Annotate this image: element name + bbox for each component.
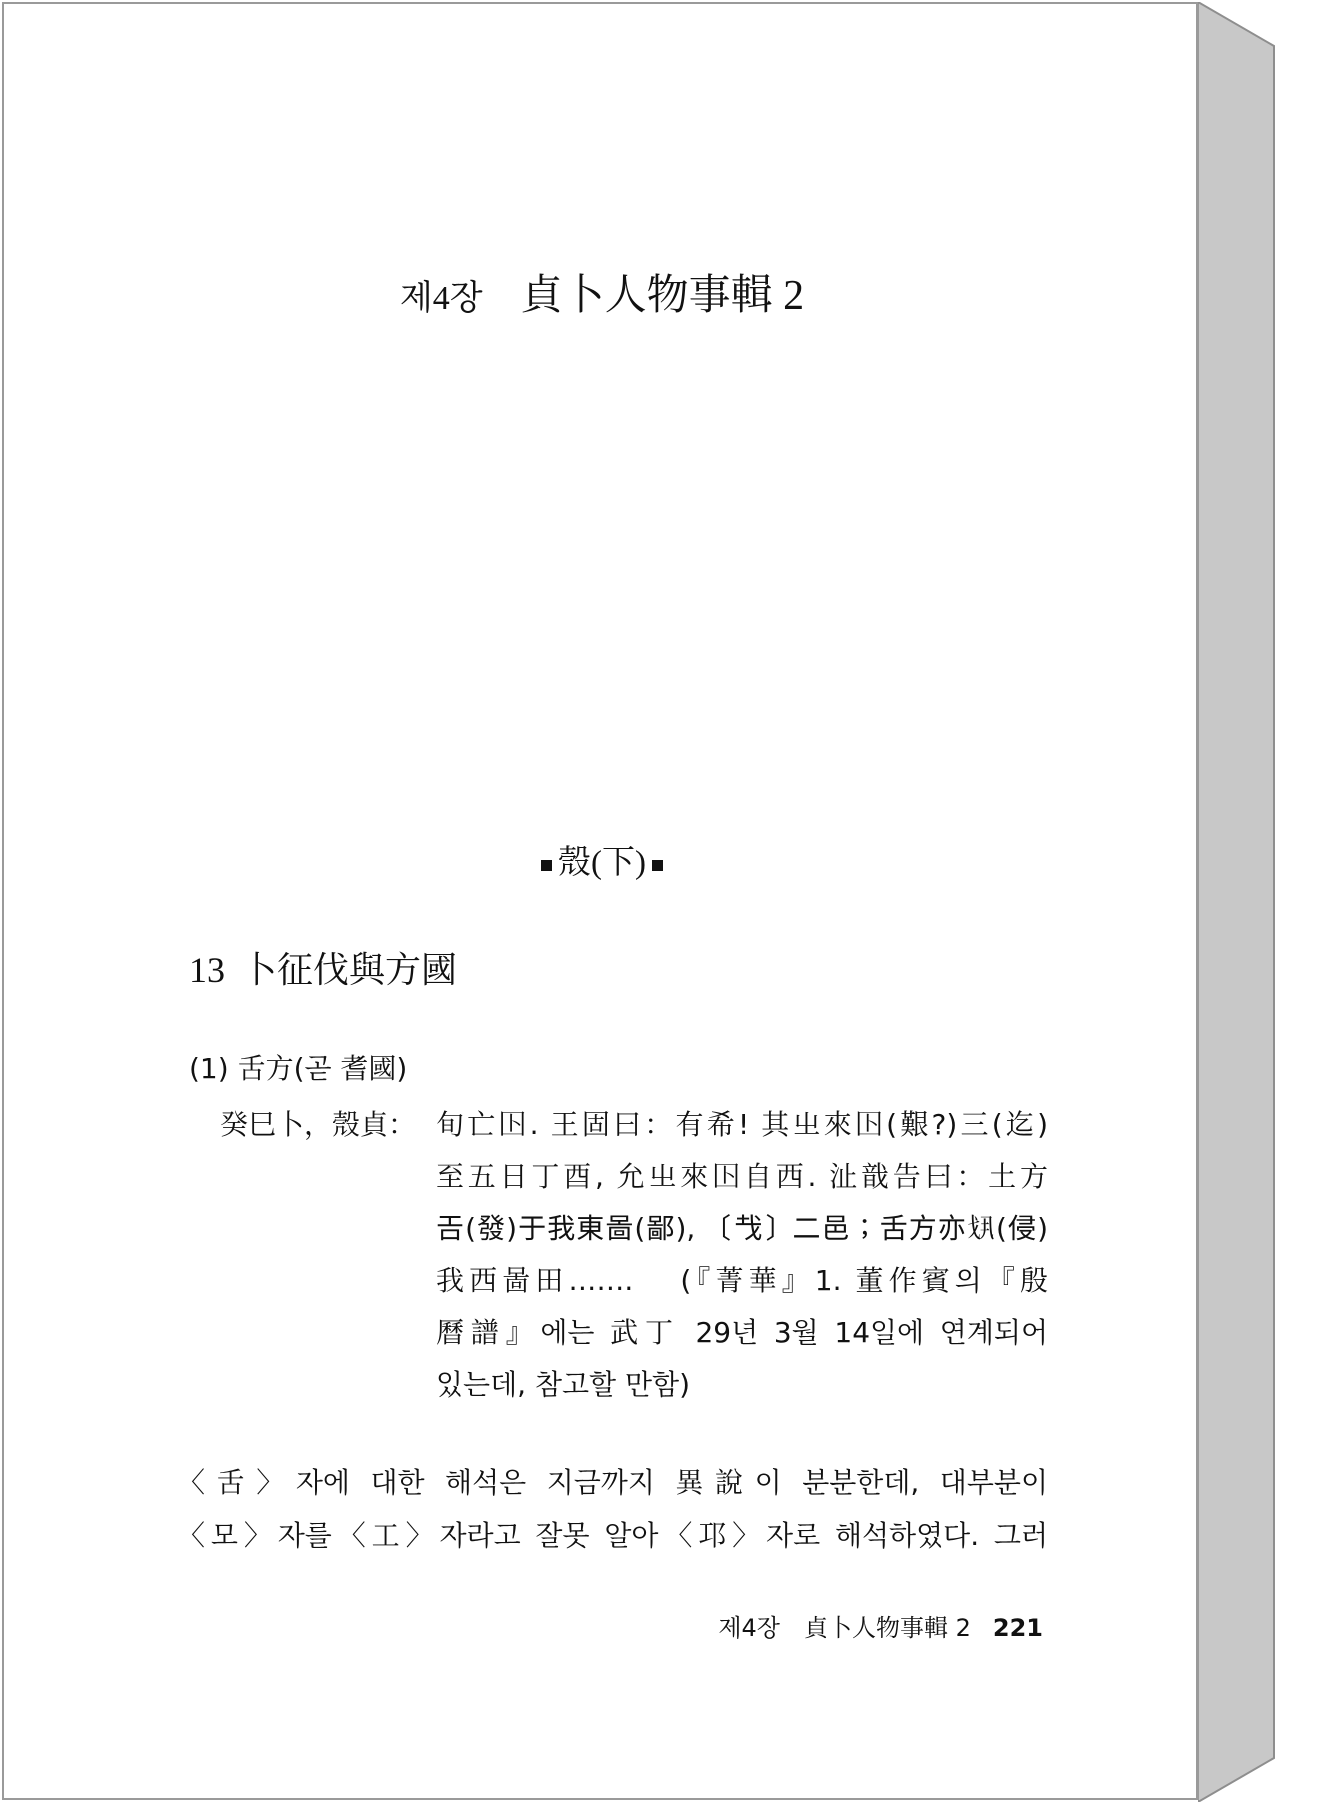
- item-heading: (1) 舌方(곧 耆國): [189, 1052, 408, 1085]
- section-title-text: 殼(下): [558, 845, 646, 881]
- page-number: 221: [992, 1614, 1043, 1642]
- inscription-line: 旬亡𡆥. 王固曰：有希! 其㞢來𡆥(艱?)三(迄): [436, 1108, 1048, 1141]
- chapter-title: 貞卜人物事輯 2: [520, 273, 805, 319]
- paragraph-line: 〈모〉자를〈工〉자라고 잘못 알아〈邛〉자로 해석하였다. 그러: [177, 1519, 1048, 1552]
- book-page: [2, 2, 1198, 1800]
- inscription-lead: 癸巳卜，殼貞：: [220, 1108, 417, 1141]
- subheading-number: 13: [189, 950, 225, 990]
- section-title: [4, 836, 1200, 883]
- inscription-line: 曆譜』에는 武丁 29년 3월 14일에 연계되어: [436, 1316, 1048, 1349]
- inscription-line: 我西啚田……. (『菁華』1. 董作賓의『殷: [436, 1264, 1048, 1297]
- inscription-line: 至五日丁酉, 允㞢來𡆥自西. 沚戠告曰：土方: [436, 1160, 1048, 1193]
- body-paragraph: [177, 1456, 1048, 1562]
- inscription-line: 있는데, 참고할 만함): [436, 1368, 691, 1401]
- square-bullet-icon: [541, 860, 552, 871]
- subheading: [189, 942, 457, 993]
- book-page-edge: [1198, 2, 1278, 1802]
- running-title: 제4장 貞卜人物事輯 2: [718, 1614, 971, 1642]
- chapter-number: 제4장: [399, 280, 483, 317]
- square-bullet-icon: [652, 860, 663, 871]
- inscription-body: [436, 1099, 1048, 1411]
- inscription-line: 𢀛(發)于我東啚(鄙), 〔𢦏〕二邑；舌方亦𢦚(侵): [436, 1212, 1048, 1245]
- subheading-title: 卜征伐與方國: [241, 950, 458, 990]
- page-footer: [718, 1608, 1043, 1643]
- chapter-heading: [4, 262, 1200, 322]
- paragraph-line: 〈舌〉자에 대한 해석은 지금까지 異說이 분분한데, 대부분이: [177, 1466, 1048, 1499]
